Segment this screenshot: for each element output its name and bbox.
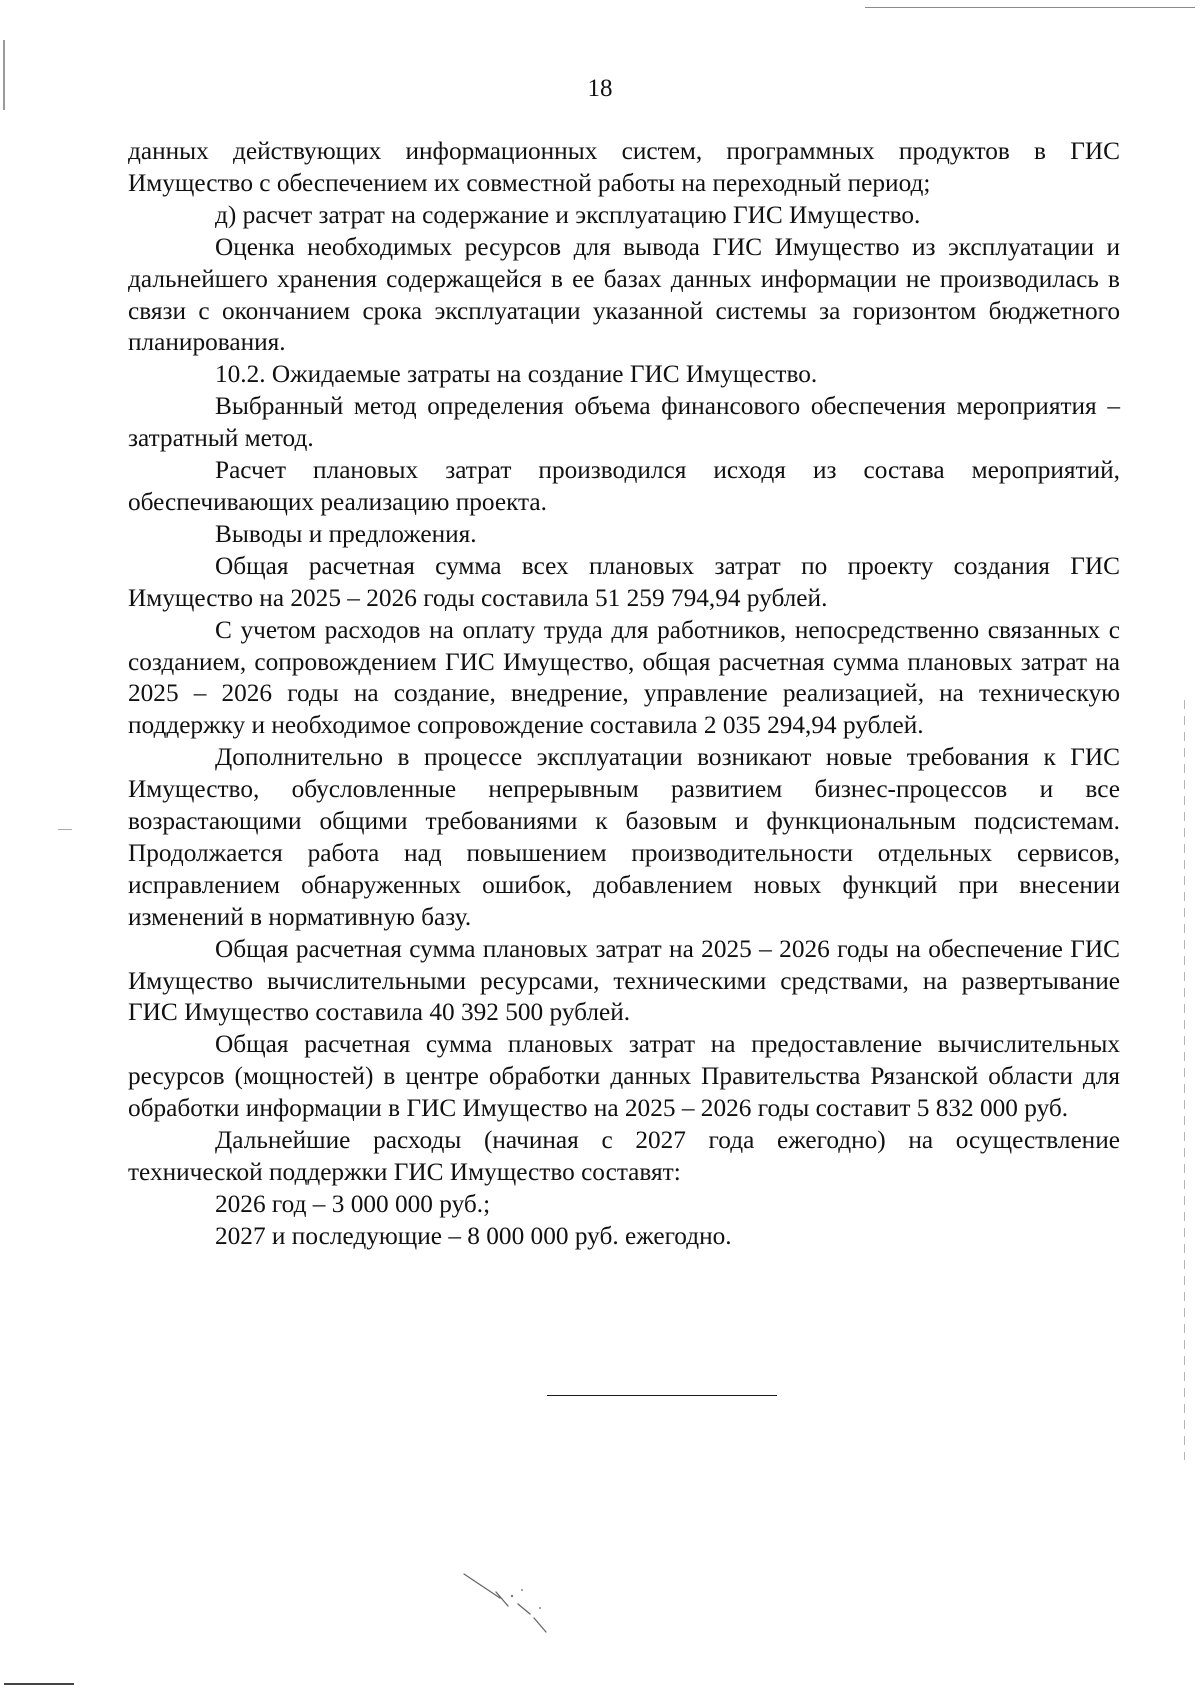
scan-artifact-scribble [460,1568,570,1638]
paragraph: С учетом расходов на оплату труда для работников, непосредственно связанных с созданием, сопровождением ГИС Имущество, общая расчетная сумма плановых затрат на 2025 – 2026 годы на создание, внедрение, управление реализацией, на техническую поддержку и необходимое сопровождение составила 2 035 294,94 рублей. [128,615,1120,740]
paragraph: Общая расчетная сумма плановых затрат на 2025 – 2026 годы на обеспечение ГИС Имущество вычислительными ресурсами, техническими средствами, на развертывание ГИС Имущество составила 40 392 500 рублей. [128,934,1120,1027]
document-body [128,136,1120,1253]
paragraph: Расчет плановых затрат производился исходя из состава мероприятий, обеспечивающих реализацию проекта. [128,456,1120,516]
scan-artifact-top-line [865,7,1195,8]
paragraph: Выводы и предложения. [215,519,477,548]
paragraph: Выбранный метод определения объема финансового обеспечения мероприятия – затратный метод. [128,392,1120,453]
paragraph: Дальнейшие расходы (начиная с 2027 года ежегодно) на осуществление технической поддержки ГИС Имущество составят: [128,1126,1120,1186]
page-number: 18 [587,75,613,102]
paragraph: Общая расчетная сумма плановых затрат на предоставление вычислительных ресурсов (мощностей) в центре обработки данных Правительства Рязанской области для обработки информации в ГИС Имущество на 2025 – 2026 годы составит 5 832 000 руб. [128,1030,1120,1123]
end-of-document-rule [547,1395,777,1396]
paragraph: Оценка необходимых ресурсов для вывода ГИС Имущество из эксплуатации и дальнейшего хранения содержащейся в ее базах данных информации не производилась в связи с окончанием срока эксплуатации указанной системы за горизонтом бюджетного планирования. [128,232,1120,357]
list-item: 2026 год – 3 000 000 руб.; [215,1189,491,1218]
list-item: 2027 и последующие – 8 000 000 руб. ежегодно. [215,1221,732,1250]
section-heading: 10.2. Ожидаемые затраты на создание ГИС Имущество. [215,360,818,389]
paragraph: Общая расчетная сумма всех плановых затрат по проекту создания ГИС Имущество на 2025 – 2026 годы составила 51 259 794,94 рублей. [128,551,1120,612]
paragraph: данных действующих информационных систем, программных продуктов в ГИС Имущество с обеспечением их совместной работы на переходный период; [128,137,1120,197]
paragraph: д) расчет затрат на содержание и эксплуатацию ГИС Имущество. [215,200,921,229]
scan-artifact-bottom-line [4,1683,74,1685]
scan-artifact-right-edge [1184,700,1185,1460]
paragraph: Дополнительно в процессе эксплуатации возникают новые требования к ГИС Имущество, обусловленные непрерывным развитием бизнес-процессов и все возрастающими общими требованиями к базовым и функциональным подсистемам. Продолжается работа над повышением производительности отдельных сервисов, исправлением обнаруженных ошибок, добавлением новых функций при внесении изменений в нормативную базу. [128,743,1120,931]
scan-artifact-left-dash [58,829,72,830]
